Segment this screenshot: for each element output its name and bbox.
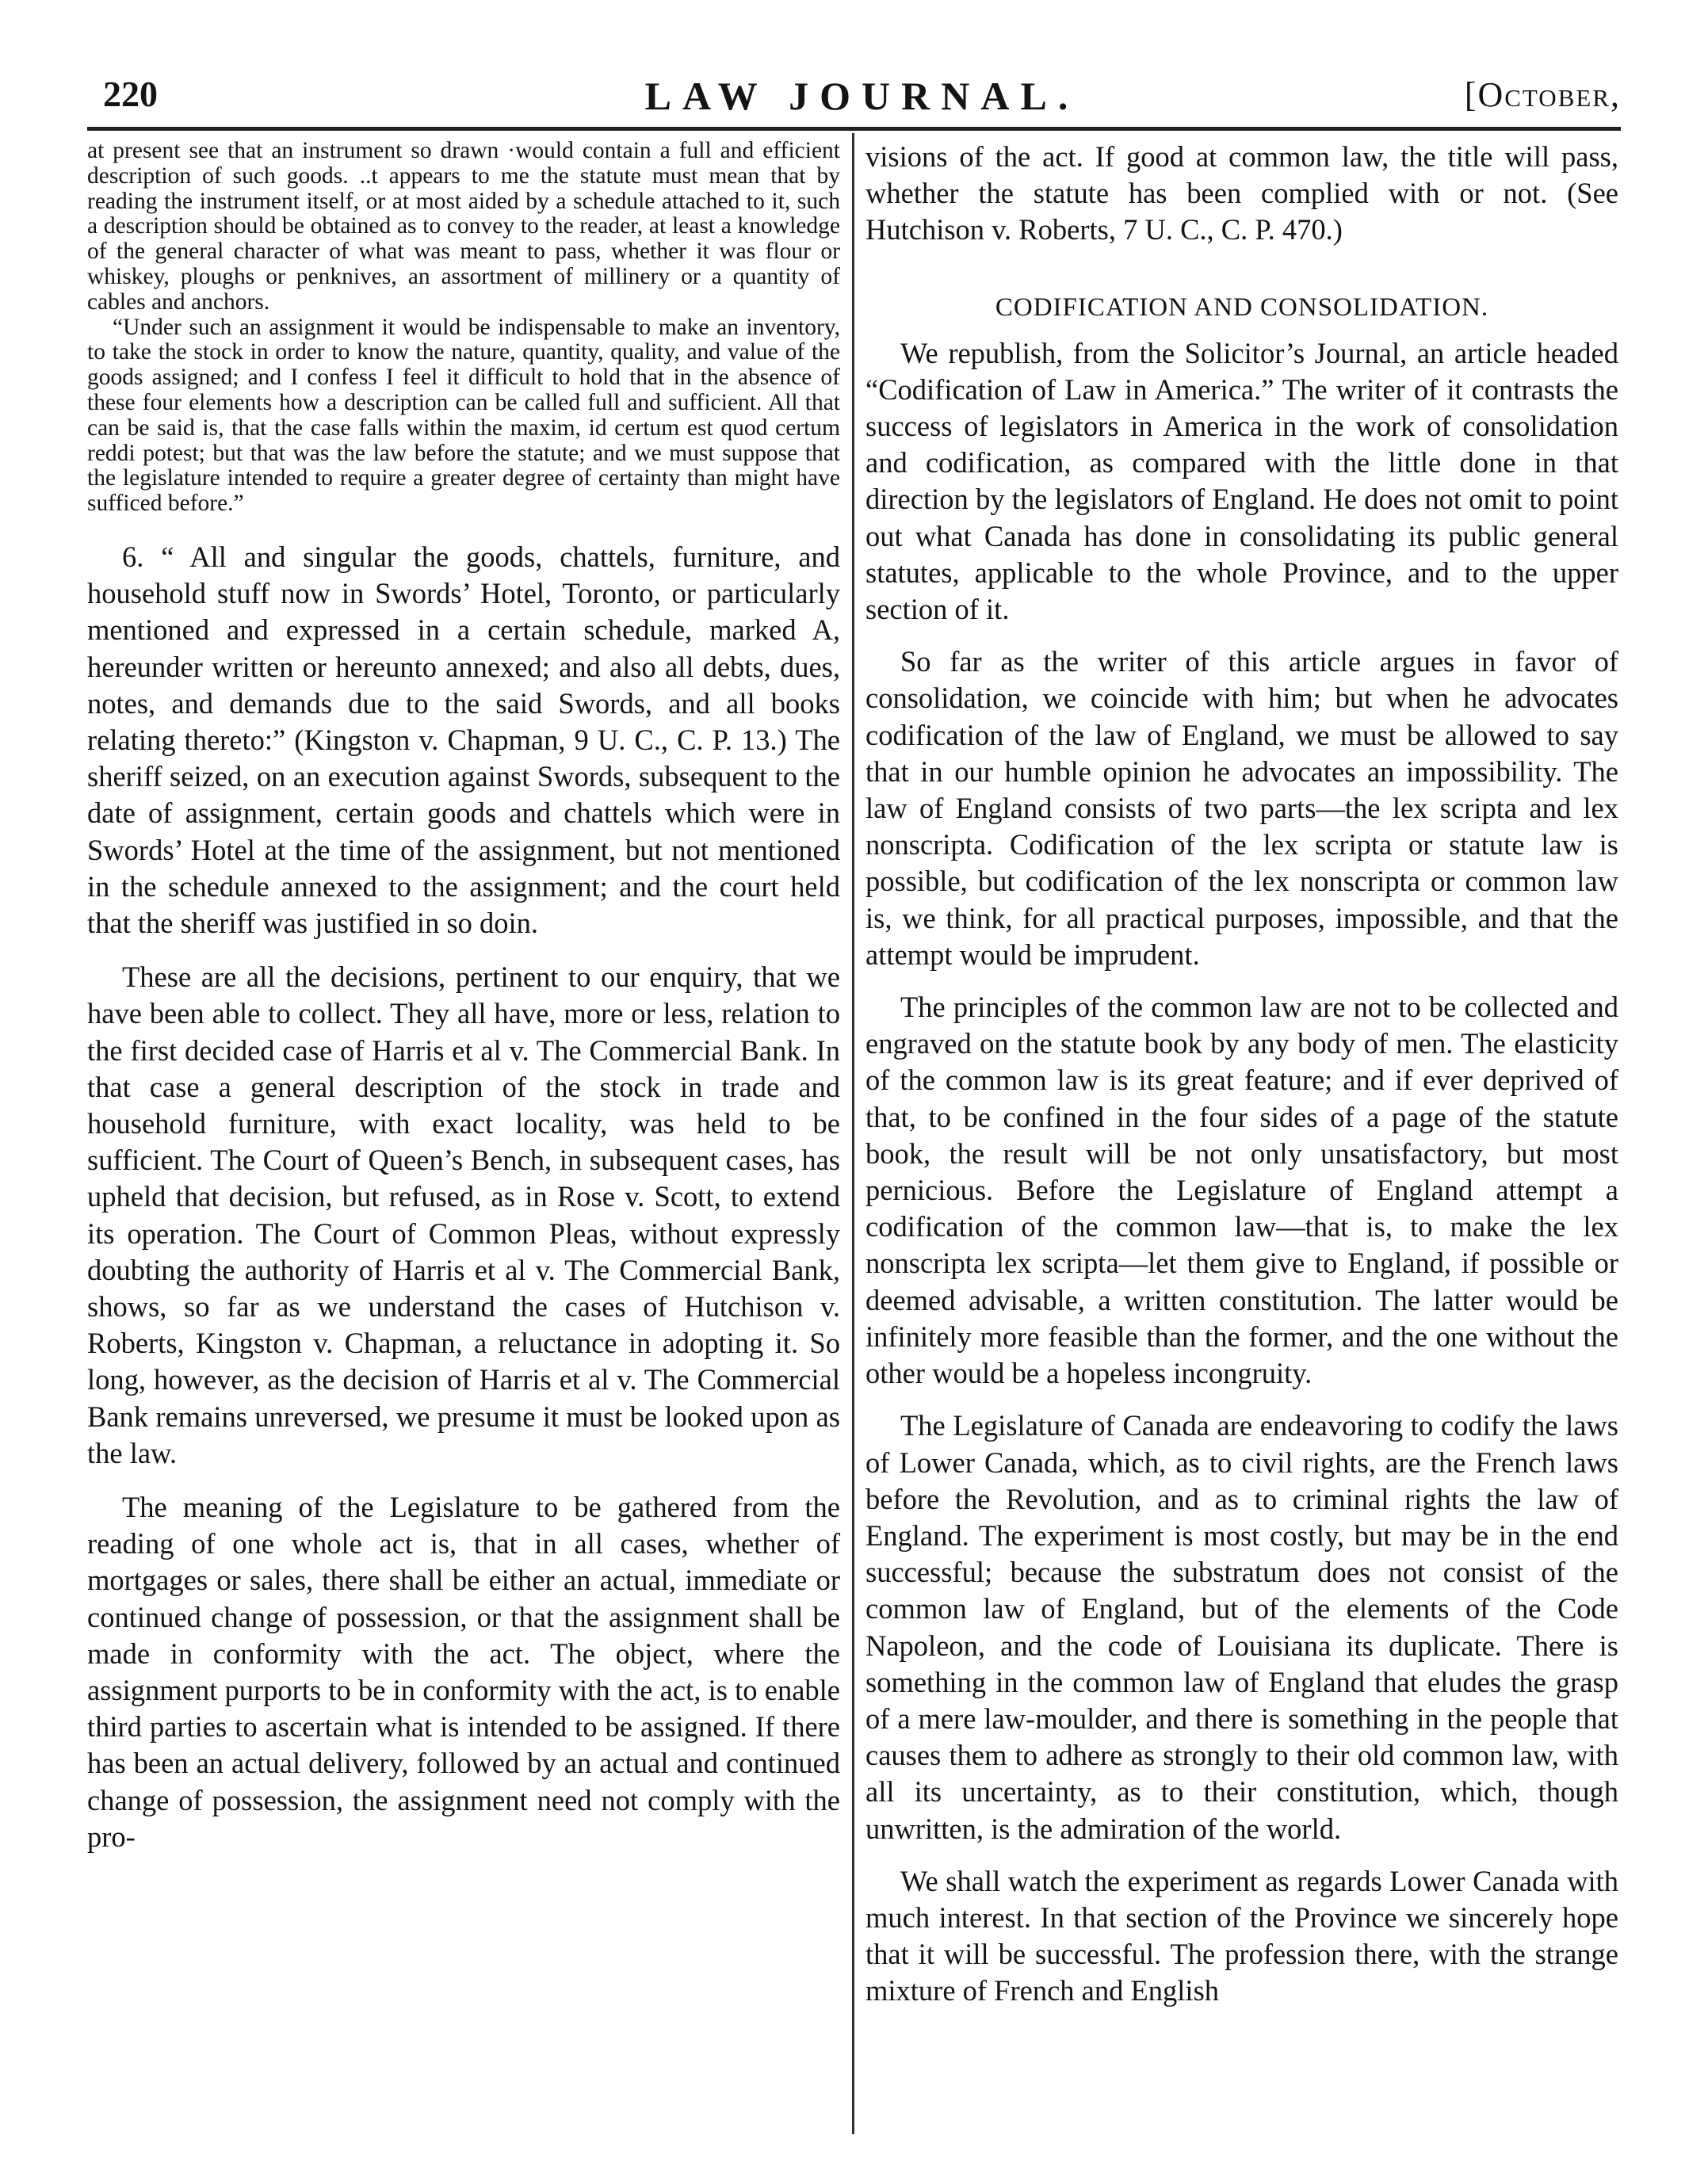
quote-paragraph: “Under such an assignment it would be indispensable to make an inventory, to take the stock in order to know the nature, quantity, quality, and value of the goods assigned; and I confess I feel it difficult to hold that in the absence of these four elements how a description can be called full and sufficient. All that can be said is, that the case falls within the maxim, id certum est quod certum reddi potest; but that was the law before the statute; and we must suppose that the legislature intended to require a greater degree of certainty than might have sufficed before.”	[87, 314, 840, 517]
body-paragraph: We shall watch the experiment as regards Lower Canada with much interest. In that section of the Province we sincerely hope that it will be successful. The profession there, with the strange mixture of French and English	[865, 1864, 1618, 2007]
quote-paragraph: at present see that an instrument so drawn ·would contain a full and efficient description of such goods. ..t appears to me the statute must mean that by reading the instrument itself, or at most aided by a schedule attached to it, such a description should be obtained as to convey to the reader, at least a knowledge of the general character of what was meant to pass, whether it was flour or whiskey, ploughs or penknives, an assortment of millinery or a quantity of cables and anchors.	[87, 138, 840, 315]
page-header	[103, 73, 1621, 128]
left-column	[87, 139, 840, 1855]
header-rule	[87, 127, 1621, 131]
header-month: [October,	[1464, 75, 1621, 114]
column-divider	[852, 133, 854, 2134]
body-paragraph: So far as the writer of this article argues in favor of consolidation, we coincide with him; but when he advocates codification of the law of England, we must be allowed to say that in our humble opinion he advocates an impossibility. The law of England consists of two parts—the lex scripta and lex nonscripta. Codification of the lex scripta or statute law is possible, but codification of the lex nonscripta or common law is, we think, for all practical purposes, impossible, and that the attempt would be imprudent.	[865, 645, 1618, 971]
body-paragraph: visions of the act. If good at common law, the title will pass, whether the statute has been complied with or not. (See Hutchison v. Roberts, 7 U. C., C. P. 470.)	[865, 140, 1618, 246]
body-paragraph: 6. “ All and singular the goods, chattels, furniture, and household stuff now in Swords’ Hotel, Toronto, or particularly mentioned and expressed in a certain schedule, marked A, hereunder written or hereunto annexed; and also all debts, dues, notes, and demands due to the said Swords, and all books relating thereto:” (Kingston v. Chapman, 9 U. C., C. P. 13.) The sheriff seized, on an execution against Swords, subsequent to the date of assignment, certain goods and chattels which were in Swords’ Hotel at the time of the assignment, but not mentioned in the schedule annexed to the assignment; and the court held that the sheriff was justified in so doin.	[87, 540, 840, 939]
right-column	[865, 139, 1618, 2010]
page-number: 220	[103, 74, 158, 114]
body-paragraph: The Legislature of Canada are endeavoring to codify the laws of Lower Canada, which, as to civil rights, are the French laws before the Revolution, and as to criminal rights the law of England. The experiment is most costly, but may be in the end successful; because the substratum does not consist of the common law of England, but of the elements of the Code Napoleon, and the code of Louisiana its duplicate. There is something in the common law of England that eludes the grasp of a mere law-moulder, and there is something in the people that causes them to adhere as strongly to their old common law, with all its uncertainty, as to their constitution, which, though unwritten, is the admiration of the world.	[865, 1409, 1618, 1845]
section-heading: CODIFICATION AND CONSOLIDATION.	[995, 292, 1489, 322]
body-paragraph: The principles of the common law are not to be collected and engraved on the statute book by any body of men. The elasticity of the common law is its great feature; and if ever deprived of that, to be confined in the four sides of a page of the statute book, the result will be not only unsatisfactory, but most pernicious. Before the Legislature of England attempt a codification of the common law—that is, to make the lex nonscripta lex scripta—let them give to England, if possible or deemed advisable, a written constitution. The latter would be infinitely more feasible than the former, and the one without the other would be a hopeless incongruity.	[865, 991, 1618, 1390]
quoted-judgment	[87, 139, 840, 517]
body-paragraph: The meaning of the Legislature to be gathered from the reading of one whole act is, that in all cases, whether of mortgages or sales, there shall be either an actual, immediate or continued change of possession, or that the assignment shall be made in conformity with the act. The object, where the assignment purports to be in conformity with the act, is to enable third parties to ascertain what is intended to be assigned. If there has been an actual delivery, followed by an actual and continued change of possession, the assignment need not comply with the pro-	[87, 1491, 840, 1853]
body-paragraph: These are all the decisions, pertinent to our enquiry, that we have been able to collect. They all have, more or less, relation to the first decided case of Harris et al v. The Commercial Bank. In that case a general description of the stock in trade and household furniture, with exact locality, was held to be sufficient. The Court of Queen’s Bench, in subsequent cases, has upheld that decision, but refused, as in Rose v. Scott, to extend its operation. The Court of Common Pleas, without expressly doubting the authority of Harris et al v. The Commercial Bank, shows, so far as we understand the cases of Hutchison v. Roberts, Kingston v. Chapman, a reluctance in adopting it. So long, however, as the decision of Harris et al v. The Commercial Bank remains unreversed, we presume it must be looked upon as the law.	[87, 961, 840, 1469]
body-paragraph: We republish, from the Solicitor’s Journal, an article headed “Codification of Law in America.” The writer of it contrasts the success of legislators in America in the work of consolidation and codification, as compared with the little done in that direction by the legislators of England. He does not omit to point out what Canada has done in consolidating its public general statutes, applicable to the whole Province, and to the upper section of it.	[865, 336, 1618, 626]
running-title: LAW JOURNAL.	[644, 74, 1079, 118]
